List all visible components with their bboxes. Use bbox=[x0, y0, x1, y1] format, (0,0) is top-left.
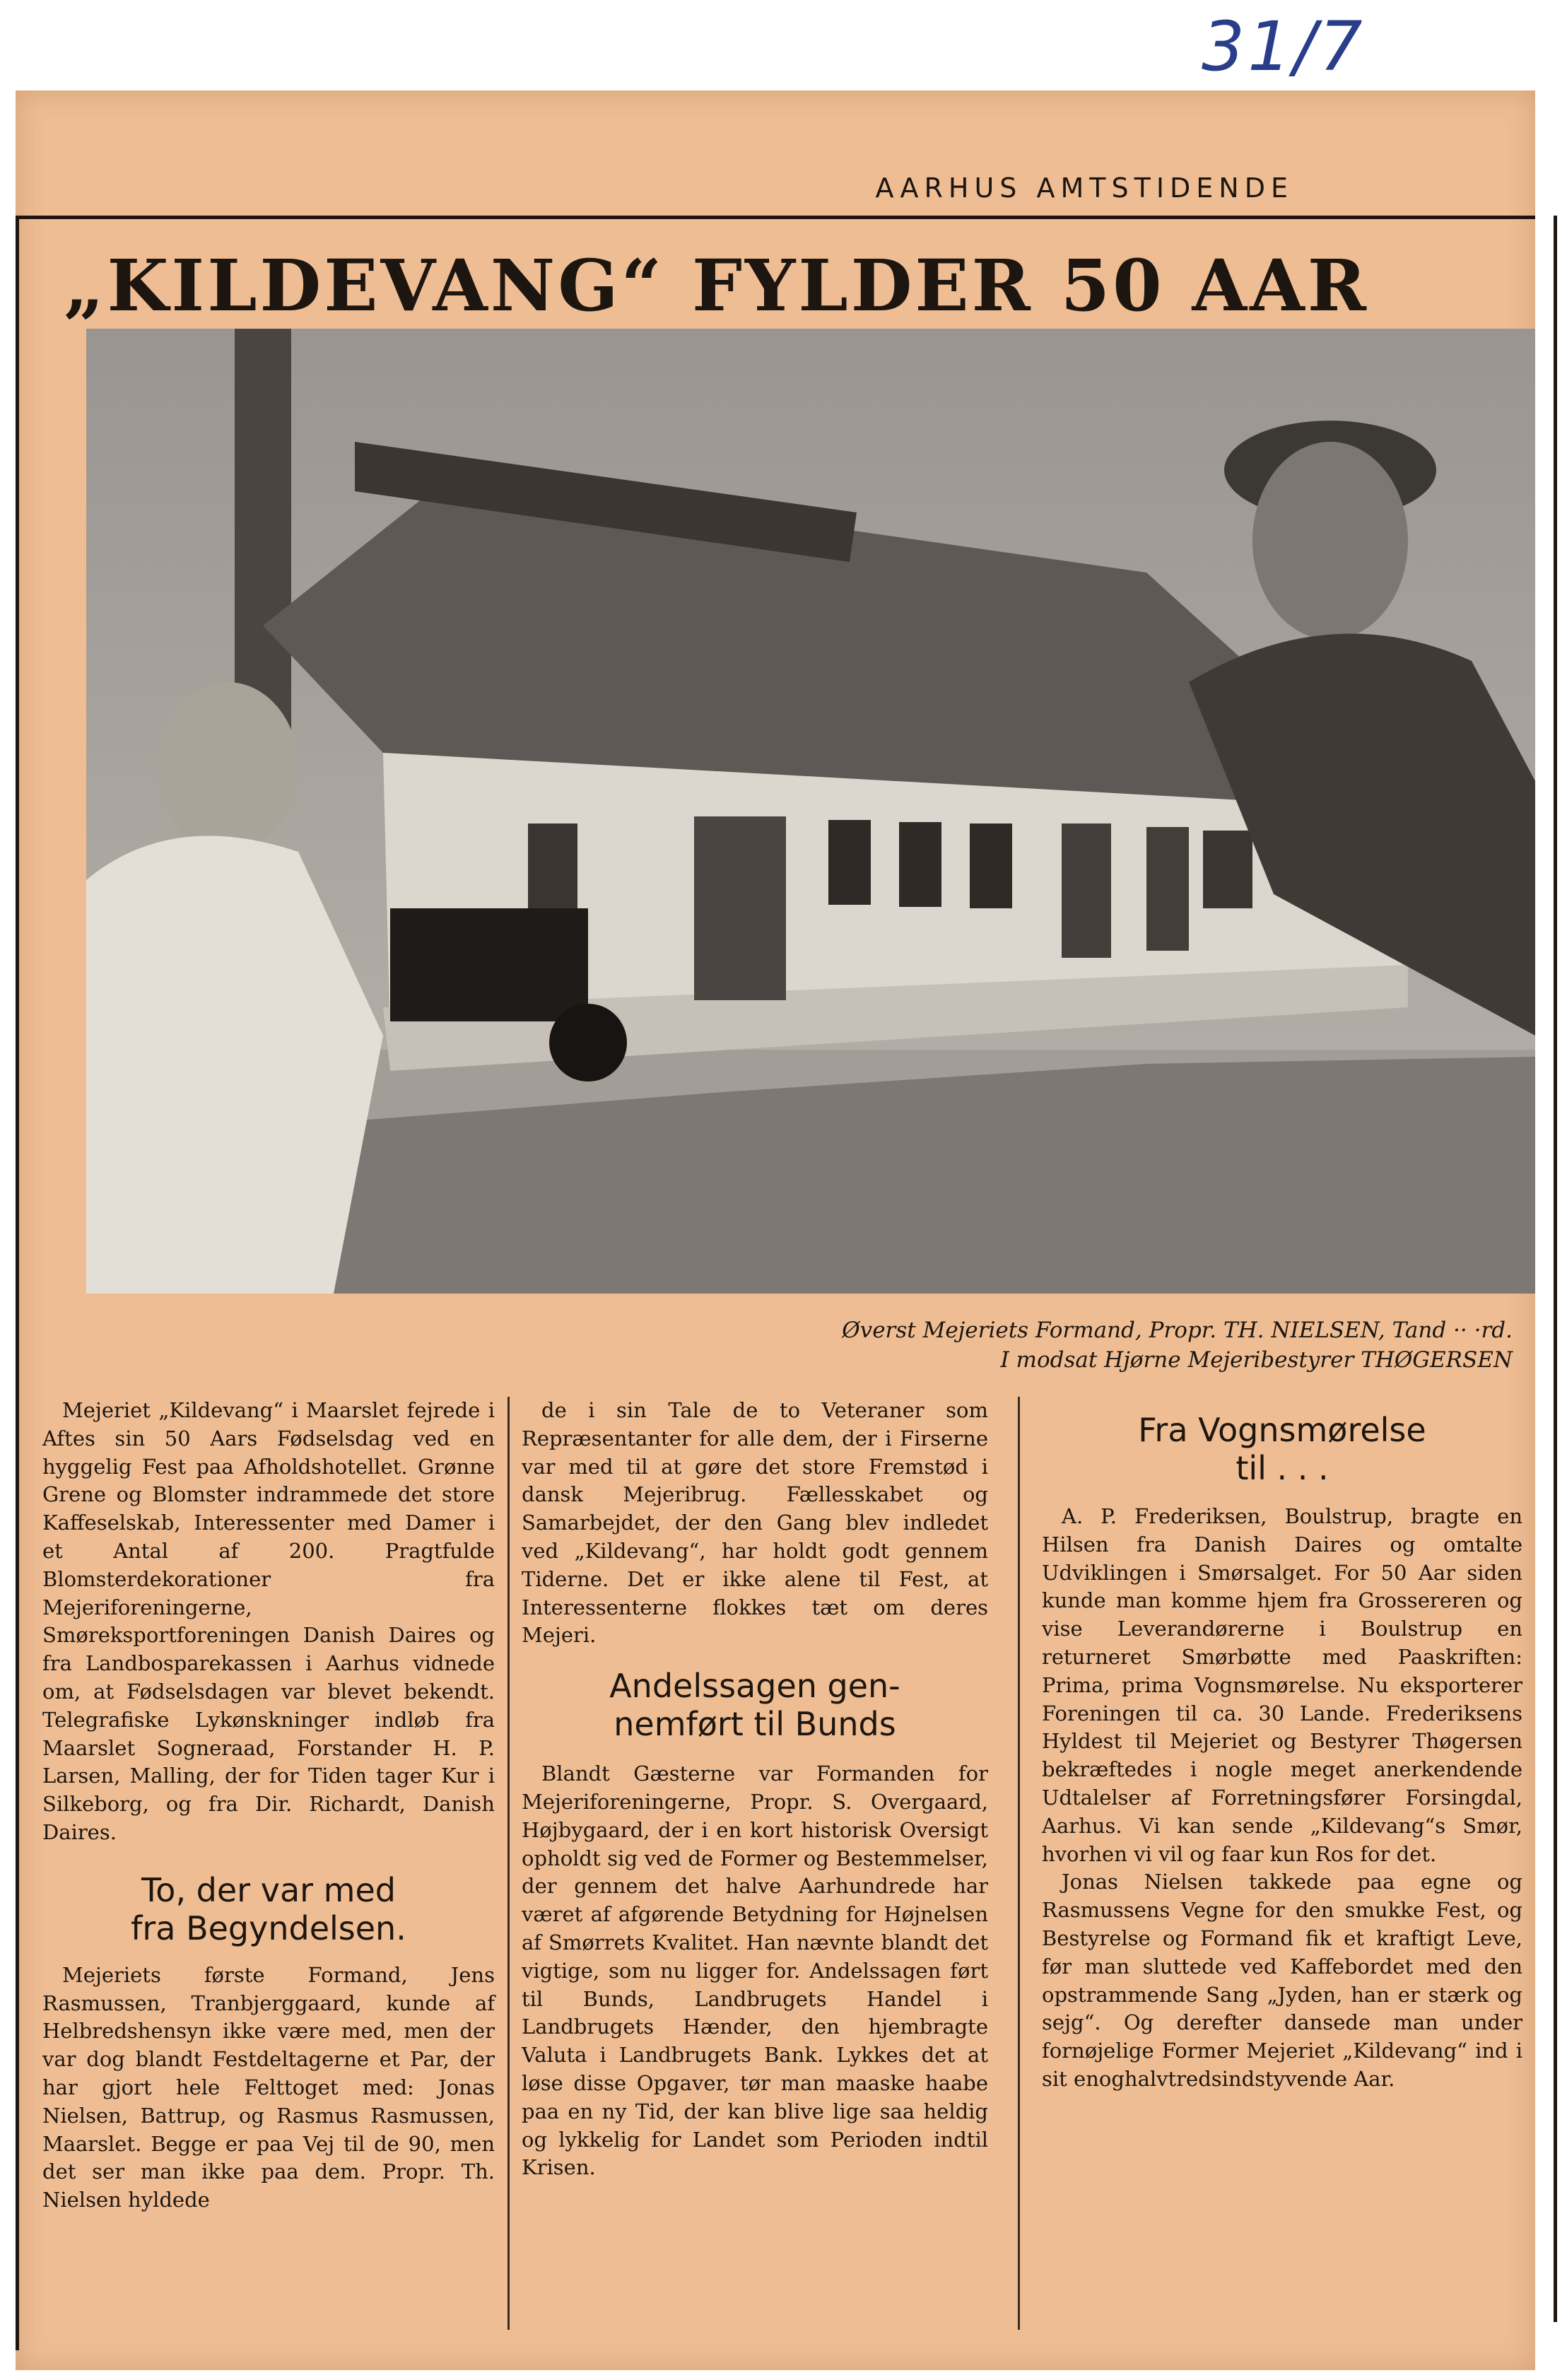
subheading bbox=[1042, 1411, 1522, 1487]
article-column-3 bbox=[1042, 1397, 1522, 2094]
column-divider bbox=[507, 1397, 510, 2330]
paragraph: Blandt Gæsterne var Formanden for Mejeriforeningerne, Propr. S. Overgaard, Højbygaard, der i en kort historisk Oversigt opholdt sig ved de Former og Bestemmelser, der gennem det halve Aarhundrede har været af afgørende Betydning for Højnelsen af Smørrets Kvalitet. Han nævnte blandt det vigtige, som nu ligger for. Andelssagen ført til Bunds, Landbrugets Handel i Landbrugets Hænder, den hjembragte Valuta i Landbrugets Bank. Lykkes det at løse disse Opgaver, tør man maaske haabe paa en ny Tid, der kan blive lige saa heldig og lykkelig for Landet som Perioden indtil Krisen. bbox=[522, 1761, 988, 2180]
headline: „KILDEVANG“ FYLDER 50 AAR bbox=[64, 244, 1369, 327]
masthead: AARHUS AMTSTIDENDE bbox=[875, 172, 1293, 204]
right-rule bbox=[1554, 216, 1557, 2322]
handwritten-date: 31/7 bbox=[1202, 7, 1366, 86]
photo-illustration bbox=[86, 329, 1535, 1294]
paragraph: Jonas Nielsen takkede paa egne og Rasmussens Vegne for den smukke Fest, og Bestyrelse og Formand fik et kraftigt Leve, før man sluttede ved Kaffebordet med den opstrammende Sang „Jyden, han er stærk og sejg“. Og derefter dansede man under fornøjelige Former Mejeriet „Kildevang“ ind i sit enoghalvtredsindstyvende Aar. bbox=[1042, 1870, 1522, 2091]
photo-caption-line-2: I modsat Hjørne Mejeribestyrer THØGERSEN bbox=[1000, 1347, 1513, 1373]
subheading-line: Fra Vognsmørelse bbox=[1138, 1411, 1426, 1449]
article-column-2 bbox=[522, 1397, 988, 2182]
left-rule bbox=[16, 216, 19, 2350]
paragraph: A. P. Frederiksen, Boulstrup, bragte en Hilsen fra Danish Daires og omtalte Udviklingen i Smørsalget. For 50 Aar siden kunde man komme hjem fra Grossereren og vise Leverandørerne i Boulstrup en returneret Smørbøtte med Paaskriften: Prima, prima Vognsmørelse. Nu eksporterer Foreningen til ca. 30 Lande. Frederiksens Hyldest til Mejeriet og Bestyrer Thøgersen bekræftedes i nogle meget anerkendende Udtalelser af Forretningsfører Forsingdal, Aarhus. Vi kan sende „Kildevang“s Smør, hvorhen vi vil og faar kun Ros for det. bbox=[1042, 1504, 1522, 1866]
subheading bbox=[522, 1667, 988, 1743]
subheading-line: til . . . bbox=[1236, 1449, 1329, 1487]
top-rule bbox=[16, 216, 1535, 219]
paragraph: Mejeriet „Kildevang“ i Maarslet fejrede i Aftes sin 50 Aars Fødselsdag ved en hyggelig Fest paa Afholdshotellet. Grønne Grene og Blomster indrammede det store Kaffeselskab, Interessenter med Damer i et Antal af 200. Pragtfulde Blomsterdekorationer fra Mejeriforeningerne, Smøreksportforeningen Danish Daires og fra Landbosparekassen i Aarhus vidnede om, at Fødselsdagen var blevet bekendt. Telegrafiske Lykønskninger indløb fra Maarslet Sogneraad, Forstander H. P. Larsen, Malling, der for Tiden tager Kur i Silkeborg, og fra Dir. Richardt, Danish Daires. bbox=[42, 1398, 495, 1844]
subheading-line: To, der var med bbox=[141, 1870, 396, 1909]
photo-caption-line-1: Øverst Mejeriets Formand, Propr. TH. NIELSEN, Tand ·· ·rd. bbox=[842, 1318, 1513, 1343]
article-column-1 bbox=[42, 1397, 495, 2215]
paragraph: de i sin Tale de to Veteraner som Repræsentanter for alle dem, der i Firserne var med til at gøre det store Fremstød i dansk Mejeribrug. Fællesskabet og Samarbejdet, der den Gang blev indledet ved „Kildevang“, har holdt godt gennem Tiderne. Det er ikke alene til Fest, at Interessenterne flokkes tæt om deres Mejeri. bbox=[522, 1398, 988, 1648]
paragraph: Mejeriets første Formand, Jens Rasmussen, Tranbjerggaard, kunde af Helbredshensyn ikke være med, men der var dog blandt Festdeltagerne et Par, der har gjort hele Felttoget med: Jonas Nielsen, Battrup, og Rasmus Rasmussen, Maarslet. Begge er paa Vej til de 90, men det ser man ikke paa dem. Propr. Th. Nielsen hyldede bbox=[42, 1962, 495, 2212]
column-divider bbox=[1018, 1397, 1020, 2330]
subheading-line: fra Begyndelsen. bbox=[131, 1909, 406, 1947]
subheading-line: nemført til Bunds bbox=[614, 1705, 896, 1744]
subheading-line: Andelssagen gen- bbox=[609, 1667, 900, 1706]
dairy-photo bbox=[86, 329, 1535, 1294]
subheading bbox=[42, 1871, 495, 1947]
